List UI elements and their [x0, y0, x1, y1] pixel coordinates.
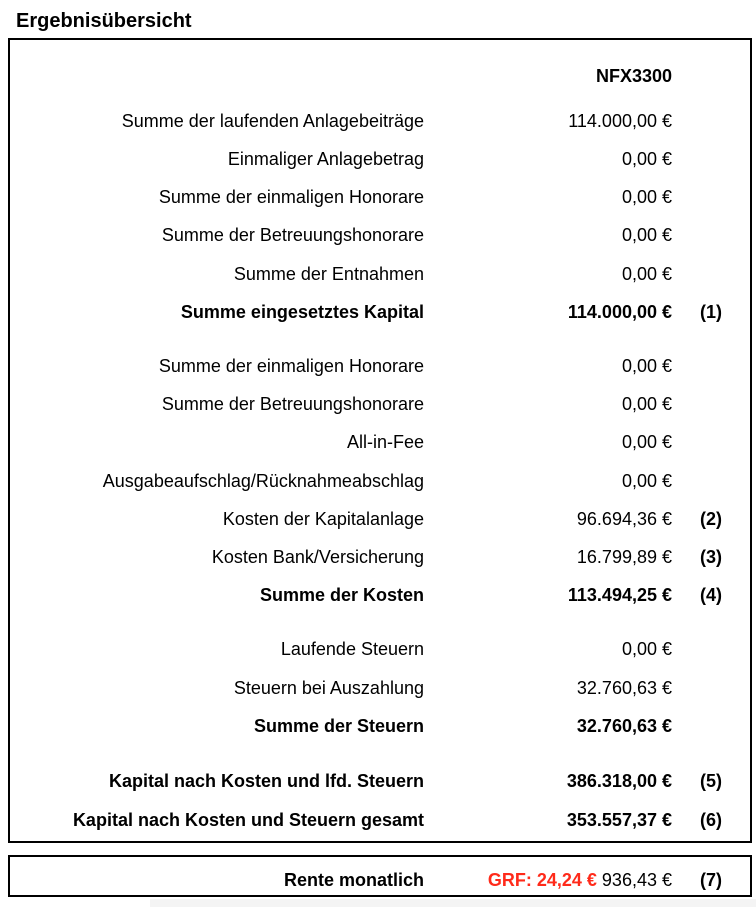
footnote-marker: (7)	[700, 870, 722, 890]
row-einmalige-honorare	[0, 186, 756, 208]
row-value: 353.557,37 €	[566, 810, 672, 830]
row-label: Ausgabeaufschlag/Rücknahmeabschlag	[102, 471, 424, 491]
row-betreuungshonorare-2	[0, 393, 756, 415]
row-value: 114.000,00 €	[568, 111, 672, 131]
row-betreuungshonorare	[0, 224, 756, 246]
row-kapital-nach-kosten-lfd-steuern	[0, 770, 756, 792]
row-label: Kosten der Kapitalanlage	[222, 509, 424, 529]
footnote-marker: (6)	[700, 810, 722, 830]
row-kapital-nach-kosten-steuern-gesamt	[0, 809, 756, 831]
row-value: 0,00 €	[621, 432, 672, 452]
row-label: Summe der Entnahmen	[233, 264, 424, 284]
row-label: Kapital nach Kosten und lfd. Steuern	[108, 771, 424, 791]
row-value: 0,00 €	[621, 187, 672, 207]
row-einmalige-honorare-2	[0, 355, 756, 377]
row-all-in-fee	[0, 431, 756, 453]
row-label: All-in-Fee	[346, 432, 424, 452]
footnote-marker: (4)	[700, 585, 722, 605]
row-label: Steuern bei Auszahlung	[233, 678, 424, 698]
row-value: 0,00 €	[621, 394, 672, 414]
footnote-marker: (1)	[700, 302, 722, 322]
row-value: 0,00 €	[621, 639, 672, 659]
row-value: 16.799,89 €	[576, 547, 672, 567]
row-laufende-anlagebeitraege	[0, 110, 756, 132]
row-label: Kosten Bank/Versicherung	[211, 547, 424, 567]
result-value: 936,43 €	[601, 870, 672, 890]
row-label: Summe eingesetztes Kapital	[180, 302, 424, 322]
row-value: 0,00 €	[621, 471, 672, 491]
row-value: 113.494,25 €	[567, 585, 672, 605]
row-label: Summe der einmaligen Honorare	[158, 187, 424, 207]
row-value: 114.000,00 €	[567, 302, 672, 322]
row-value: 0,00 €	[621, 149, 672, 169]
row-ausgabeaufschlag	[0, 470, 756, 492]
row-label: Summe der Betreuungshonorare	[161, 225, 424, 245]
row-laufende-steuern	[0, 638, 756, 660]
row-label: Laufende Steuern	[280, 639, 424, 659]
result-label: Rente monatlich	[283, 870, 424, 890]
row-value: 96.694,36 €	[576, 509, 672, 529]
row-summe-eingesetztes-kapital	[0, 301, 756, 323]
footnote-marker: (5)	[700, 771, 722, 791]
row-value: 0,00 €	[621, 356, 672, 376]
row-rente-monatlich	[0, 869, 756, 891]
page-title: Ergebnisübersicht	[16, 10, 192, 32]
row-value: 32.760,63 €	[576, 678, 672, 698]
row-kosten-kapitalanlage	[0, 508, 756, 530]
footnote-marker: (3)	[700, 547, 722, 567]
table-header-row	[0, 65, 756, 87]
row-label: Summe der Kosten	[259, 585, 424, 605]
result-value-group	[488, 869, 672, 891]
row-value: 32.760,63 €	[576, 716, 672, 736]
row-label: Kapital nach Kosten und Steuern gesamt	[72, 810, 424, 830]
row-summe-der-steuern	[0, 715, 756, 737]
row-value: 386.318,00 €	[566, 771, 672, 791]
row-label: Einmaliger Anlagebetrag	[227, 149, 424, 169]
row-entnahmen	[0, 263, 756, 285]
row-summe-der-kosten	[0, 584, 756, 606]
bottom-shade-strip	[150, 899, 756, 907]
row-label: Summe der Steuern	[253, 716, 424, 736]
row-label: Summe der laufenden Anlagebeiträge	[121, 111, 424, 131]
row-steuern-bei-auszahlung	[0, 677, 756, 699]
row-label: Summe der Betreuungshonorare	[161, 394, 424, 414]
row-einmaliger-anlagebetrag	[0, 148, 756, 170]
footnote-marker: (2)	[700, 509, 722, 529]
row-value: 0,00 €	[621, 264, 672, 284]
column-header-product: NFX3300	[595, 66, 672, 86]
row-value: 0,00 €	[621, 225, 672, 245]
row-label: Summe der einmaligen Honorare	[158, 356, 424, 376]
row-kosten-bank-versicherung	[0, 546, 756, 568]
grf-value: GRF: 24,24 €	[487, 870, 597, 890]
